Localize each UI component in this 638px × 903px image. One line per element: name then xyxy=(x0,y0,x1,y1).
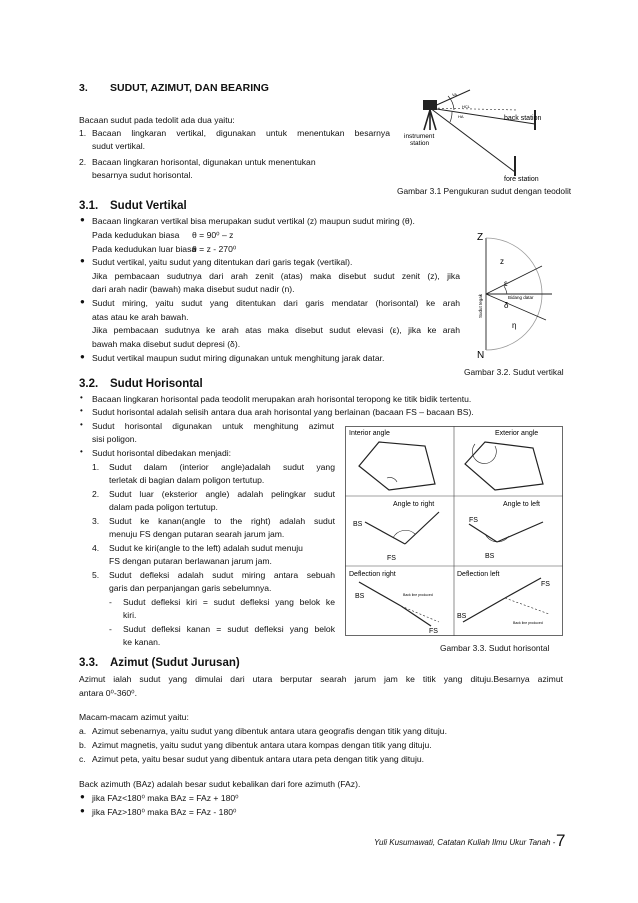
bullet-text: Sudut vertikal, yaitu sudut yang ditentukan dari garis tegak (vertikal). xyxy=(92,257,353,267)
figure-small-label: HA xyxy=(458,114,464,119)
formula-value: θ = 90⁰ – z xyxy=(192,230,234,240)
delta-label: δ xyxy=(504,301,509,310)
list-item-line: Bacaan lingkaran horisontal, digunakan untuk menentukan xyxy=(92,157,316,167)
list-number: 4. xyxy=(92,543,100,553)
subsection-number: 3.3. xyxy=(79,657,99,669)
backline-label: Back line produced xyxy=(403,593,433,597)
vertical-angle-figure xyxy=(466,228,566,363)
angle-left-label: Angle to left xyxy=(503,501,540,508)
bullet-text: Sudut horisontal dibedakan menjadi: xyxy=(92,448,232,458)
eta-label: η xyxy=(512,321,517,330)
fs-label: FS xyxy=(469,517,478,524)
bs-label: BS xyxy=(355,593,365,600)
list-item: Azimut magnetis, yaitu sudut yang dibentuk antara utara kompas dengan titik yang dituju. xyxy=(92,740,432,750)
sub-item-line: kiri. xyxy=(123,610,137,620)
figure-caption: Gambar 3.3. Sudut horisontal xyxy=(440,643,550,653)
list-key: a. xyxy=(79,726,87,736)
bullet-icon: ● xyxy=(80,352,85,361)
list-item-line: menuju FS dengan putaran searah jarum jam. xyxy=(109,529,285,539)
list-item-line: Sudut ke kanan(angle to the right) adalah sudut xyxy=(109,516,335,526)
subsection-title: Sudut Horisontal xyxy=(110,378,203,390)
bullet-text: Bacaan lingkaran vertikal bisa merupakan sudut vertikal (z) maupun sudut miring (θ). xyxy=(92,216,415,226)
bullet-icon: ● xyxy=(80,792,85,801)
section-title: SUDUT, AZIMUT, DAN BEARING xyxy=(110,82,269,94)
section-number: 3. xyxy=(79,82,88,94)
bullet-text: bawah maka disebut sudut depresi (δ). xyxy=(92,339,241,349)
bullet-icon: • xyxy=(80,420,83,429)
figure-small-label: HCL xyxy=(462,104,471,109)
paragraph-line: antara 0⁰-360⁰. xyxy=(79,688,138,698)
formula-line: jika FAz<180⁰ maka BAz = FAz + 180⁰ xyxy=(92,793,239,803)
paragraph-line: Azimut ialah sudut yang dimulai dari utara berputar searah jarum jam ke titik yang dituju.Besarnya azimut xyxy=(79,674,563,684)
bs-label: BS xyxy=(457,613,467,620)
list-key: c. xyxy=(79,754,86,764)
bullet-text: Jika pembacaan sudutnya dari arah zenit (atas) maka disebut sudut zenit (z), jika xyxy=(92,271,460,281)
bullet-text: Sudut vertikal maupun sudut miring digunakan untuk menghitung jarak datar. xyxy=(92,353,385,363)
list-number: 2. xyxy=(92,489,100,499)
horizontal-angle-figure xyxy=(345,426,563,636)
sub-item-line: ke kanan. xyxy=(123,637,161,647)
list-item-line: Sudut luar (eksterior angle) adalah pelingkar sudut xyxy=(109,489,335,499)
intro-text: Bacaan sudut pada tedolit ada dua yaitu: xyxy=(79,115,235,125)
fore-station-label: fore station xyxy=(504,176,539,181)
sub-dash: - xyxy=(109,597,112,607)
datar-label: Bidang datar xyxy=(508,295,534,300)
subsection-title: Sudut Vertikal xyxy=(110,200,187,212)
list-item-line: besarnya sudut horisontal. xyxy=(92,170,193,180)
list-item: Azimut sebenarnya, yaitu sudut yang dibentuk antara utara geografis dengan titik yang dituju. xyxy=(92,726,447,736)
list-item: Azimut peta, yaitu besar sudut yang dibentuk antara utara peta dengan titik yang dituju. xyxy=(92,754,425,764)
angle-right-label: Angle to right xyxy=(393,501,435,508)
back-station-label: back station xyxy=(504,115,542,122)
fs-label: FS xyxy=(387,555,396,562)
list-key: b. xyxy=(79,740,87,750)
deflection-right-label: Deflection right xyxy=(349,571,396,578)
bs-label: BS xyxy=(353,521,363,528)
bullet-text: Sudut horisontal adalah selisih antara dua arah horisontal yang berlainan (bacaan FS – bacaan BS). xyxy=(92,407,474,417)
bullet-text: Sudut horisontal digunakan untuk menghitung azimut xyxy=(92,421,334,431)
list-item-line: Sudut ke kiri(angle to the left) adalah sudut menuju xyxy=(109,543,303,553)
bullet-icon: • xyxy=(80,447,83,456)
paragraph-line: Back azimuth (BAz) adalah besar sudut kebalikan dari fore azimuth (FAz). xyxy=(79,779,361,789)
sub-item-line: Sudut defleksi kanan = sudut defleksi yang belok xyxy=(123,624,335,634)
footer-text: Yuli Kusumawati, Catatan Kuliah Ilmu Ukur Tanah - xyxy=(374,838,556,847)
list-number: 2. xyxy=(79,157,87,167)
bullet-icon: ● xyxy=(80,256,85,265)
page-number: 7 xyxy=(556,831,566,850)
bullet-icon: • xyxy=(80,406,83,415)
sub-item-line: Sudut defleksi kiri = sudut defleksi yang belok ke xyxy=(123,597,335,607)
subsection-number: 3.1. xyxy=(79,200,99,212)
bullet-icon: ● xyxy=(80,297,85,306)
subsection-title: Azimut (Sudut Jurusan) xyxy=(110,657,240,669)
list-item-line: Bacaan lingkaran vertikal, digunakan untuk menentukan besarnya xyxy=(92,128,390,138)
list-item-line: FS dengan putaran berlawanan jarum jam. xyxy=(109,556,272,566)
figure-small-label: VA xyxy=(452,92,458,97)
list-number: 1. xyxy=(92,462,100,472)
list-item-line: Sudut defleksi adalah sudut miring antara sebuah xyxy=(109,570,335,580)
bullet-icon: ● xyxy=(80,806,85,815)
tegak-label: Sudut tegak xyxy=(478,293,483,318)
figure-caption: Gambar 3.2. Sudut vertikal xyxy=(464,367,564,377)
backline-label: Back line produced xyxy=(513,621,543,625)
formula-label: Pada kedudukan luar biasa xyxy=(92,244,197,254)
instrument-station-label: station xyxy=(410,140,430,147)
instrument-station-label: instrument xyxy=(404,133,435,140)
list-number: 1. xyxy=(79,128,87,138)
bullet-icon: • xyxy=(80,393,83,402)
exterior-angle-label: Exterior angle xyxy=(495,430,539,437)
bullet-text: Jika pembacaan sudutnya ke arah atas maka disebut sudut elevasi (ε), jika ke arah xyxy=(92,325,460,335)
fs-label: FS xyxy=(541,581,550,588)
bullet-text: Sudut miring, yaitu sudut yang ditentukan dari garis mendatar (horisontal) ke arah xyxy=(92,298,460,308)
list-item-line: terletak di bagian dalam poligon tertutup. xyxy=(109,475,265,485)
list-number: 5. xyxy=(92,570,100,580)
list-item-line: sudut vertikal. xyxy=(92,141,146,151)
bullet-text: dari arah nadir (bawah) maka disebut sudut nadir (n). xyxy=(92,284,295,294)
fs-label: FS xyxy=(429,628,438,635)
bullet-text: atas atau ke arah bawah. xyxy=(92,312,189,322)
interior-angle-label: Interior angle xyxy=(349,430,390,437)
paragraph-line: Macam-macam azimut yaitu: xyxy=(79,712,189,722)
zeta-label: z xyxy=(500,257,504,266)
formula-label: Pada kedudukan biasa xyxy=(92,230,180,240)
list-item-line: garis dan perpanjangan garis sebelumnya. xyxy=(109,583,272,593)
sub-dash: - xyxy=(109,624,112,634)
list-item-line: dalam pada poligon tertutup. xyxy=(109,502,218,512)
list-number: 3. xyxy=(92,516,100,526)
theodolite-figure xyxy=(400,86,560,181)
formula-line: jika FAz>180⁰ maka BAz = FAz - 180⁰ xyxy=(92,807,237,817)
zenith-label: Z xyxy=(477,232,484,243)
bullet-icon: ● xyxy=(80,215,85,224)
bullet-text: Bacaan lingkaran horisontal pada teodolit merupakan arah horisontal teropong ke titik bidik tertentu. xyxy=(92,394,472,404)
list-item-line: Sudut dalam (interior angle)adalah sudut yang xyxy=(109,462,335,472)
figure-caption: Gambar 3.1 Pengukuran sudut dengan teodolit xyxy=(397,186,572,196)
nadir-label: N xyxy=(477,350,485,361)
epsilon-label: ε xyxy=(504,279,508,288)
deflection-left-label: Deflection left xyxy=(457,571,500,578)
bs-label: BS xyxy=(485,553,495,560)
formula-value: θ = z - 270⁰ xyxy=(192,244,237,254)
subsection-number: 3.2. xyxy=(79,378,99,390)
bullet-text: sisi poligon. xyxy=(92,434,137,444)
